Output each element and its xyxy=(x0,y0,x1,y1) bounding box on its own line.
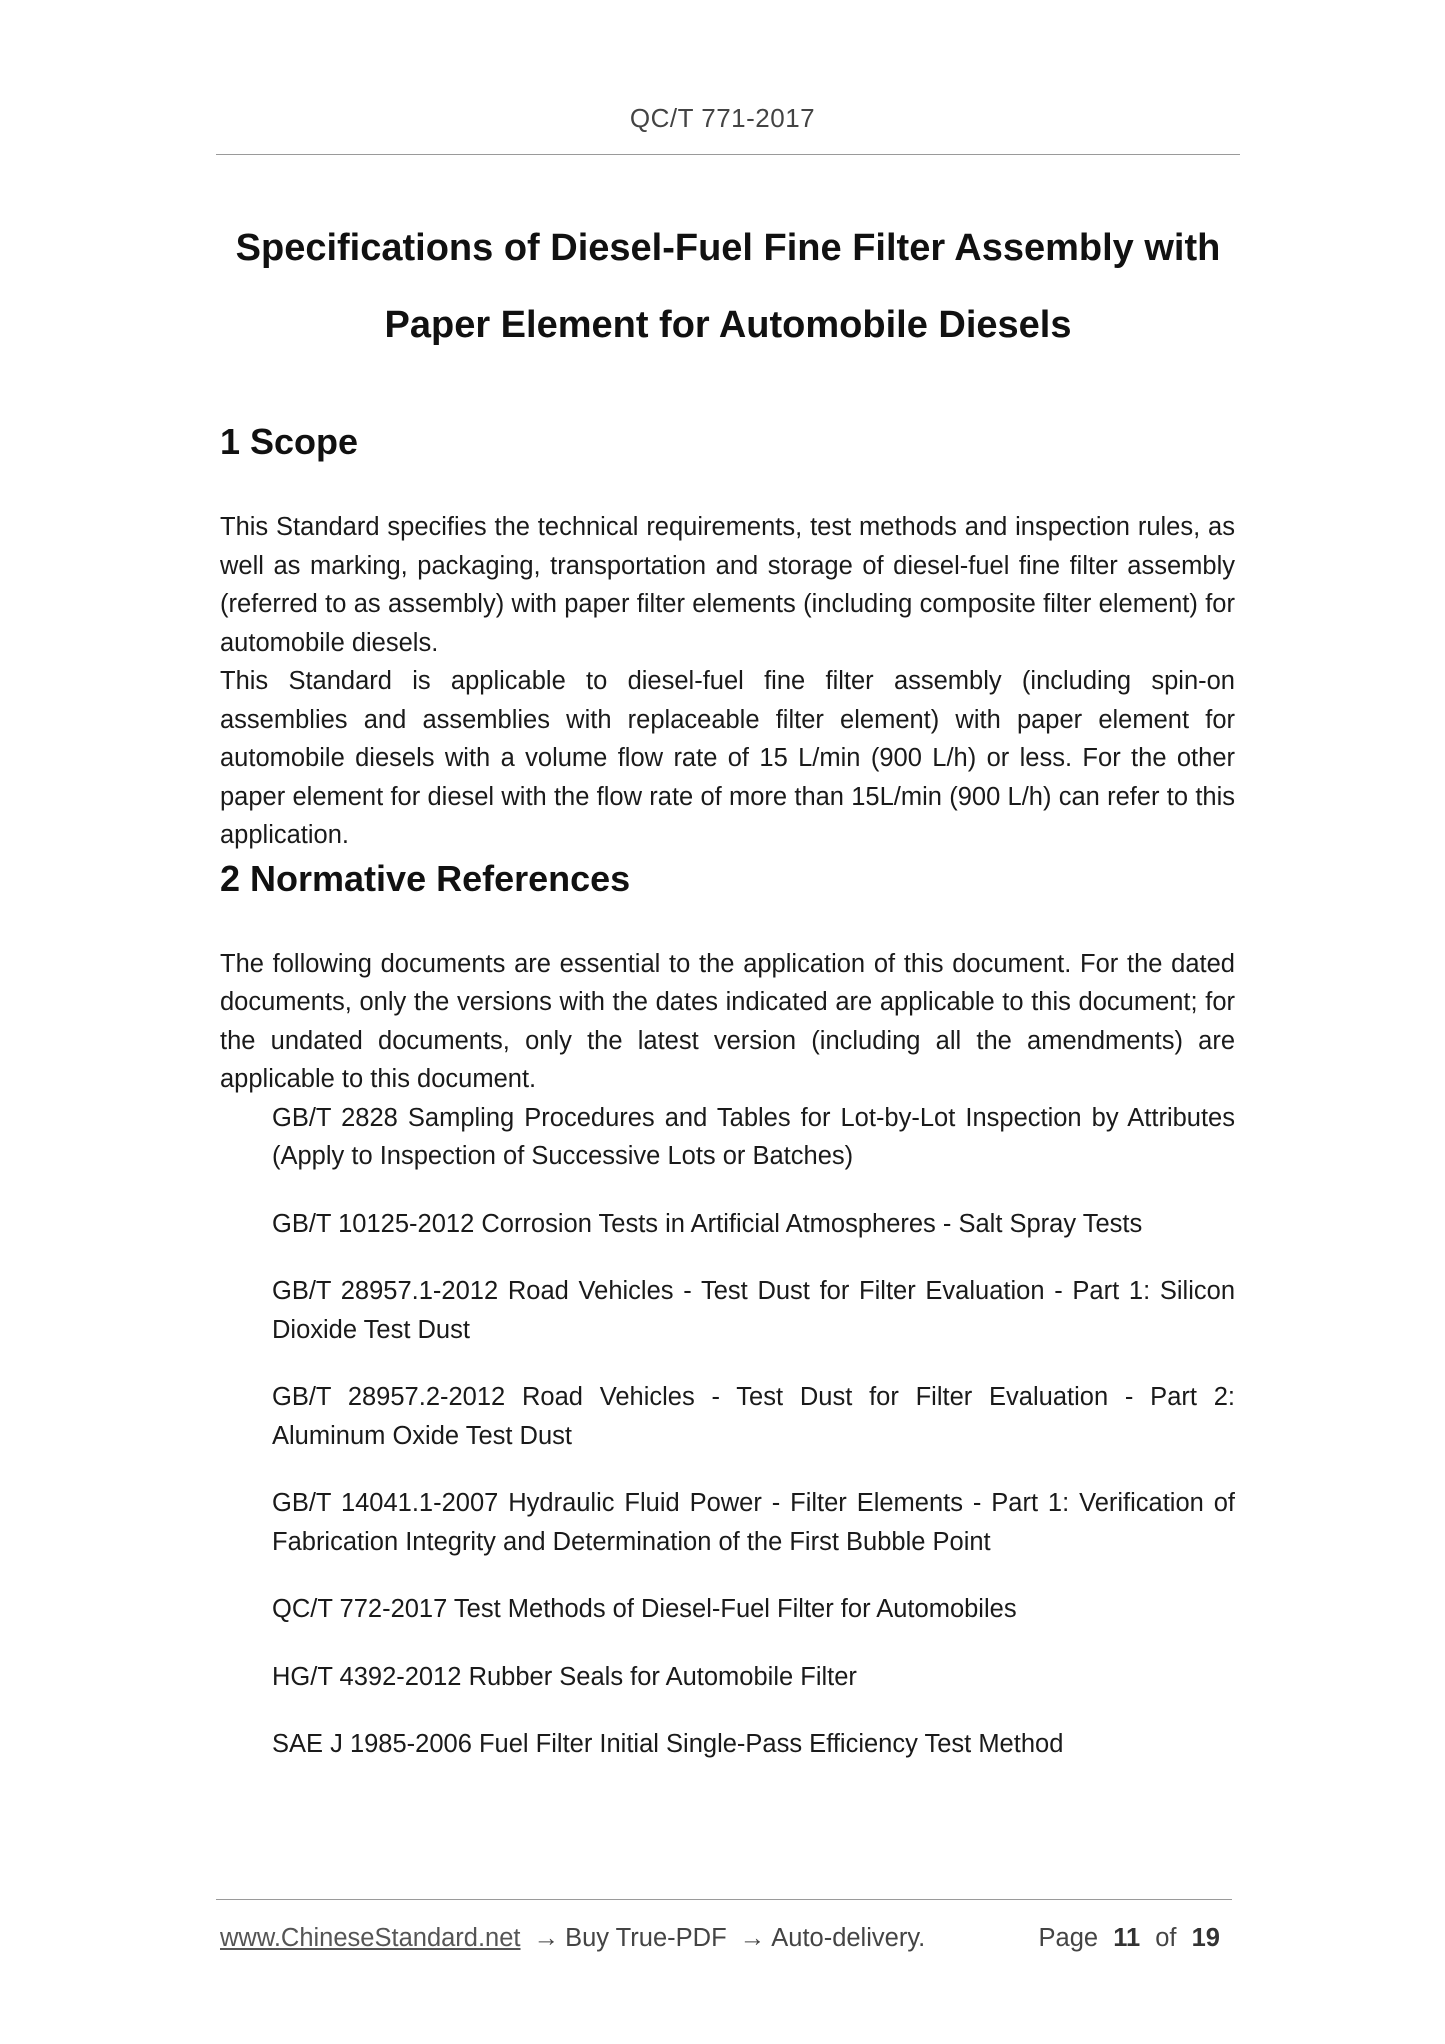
section-heading-normative-references: 2 Normative References xyxy=(220,857,631,899)
reference-item: GB/T 14041.1-2007 Hydraulic Fluid Power - Filter Elements - Part 1: Verification of Fabrication Integrity and Determination of the First Bubble Point xyxy=(272,1489,1235,1556)
reference-item: GB/T 28957.2-2012 Road Vehicles - Test Dust for Filter Evaluation - Part 2: Aluminum Oxide Test Dust xyxy=(272,1383,1235,1450)
arrow-right-icon: → xyxy=(533,1924,560,1952)
section-heading-scope: 1 Scope xyxy=(220,421,359,462)
auto-delivery-text: Auto-delivery. xyxy=(771,1924,926,1952)
total-page-count: 19 xyxy=(1191,1924,1220,1952)
page-of-label: of xyxy=(1155,1924,1177,1952)
scope-paragraph-2: This Standard is applicable to diesel-fuel fine filter assembly (including spin-on assemblies and assemblies with replaceable filter element) with paper element for automobile diesels with a volume flow rate of 15 L/min (900 L/h) or less. For the other paper element for diesel with the flow rate of more than 15L/min (900 L/h) can refer to this application. xyxy=(220,667,1235,849)
reference-item: GB/T 2828 Sampling Procedures and Tables for Lot-by-Lot Inspection by Attributes (Apply to Inspection of Successive Lots or Batches) xyxy=(272,1103,1235,1170)
reference-item: SAE J 1985-2006 Fuel Filter Initial Single-Pass Efficiency Test Method xyxy=(272,1730,1064,1758)
reference-list xyxy=(220,1099,1235,1764)
scope-paragraph-1: This Standard specifies the technical requirements, test methods and inspection rules, as well as marking, packaging, transportation and storage of diesel-fuel fine filter assembly (referred to as assembly) with paper filter elements (including composite filter element) for automobile diesels. xyxy=(220,513,1235,657)
page-number-indicator xyxy=(1039,1920,1228,1956)
document-title xyxy=(216,210,1240,364)
footer-divider xyxy=(216,1899,1232,1900)
reference-item: GB/T 28957.1-2012 Road Vehicles - Test Dust for Filter Evaluation - Part 1: Silicon Dioxide Test Dust xyxy=(272,1277,1235,1344)
website-link[interactable]: www.ChineseStandard.net xyxy=(220,1924,521,1952)
reference-item: HG/T 4392-2012 Rubber Seals for Automobile Filter xyxy=(272,1662,857,1691)
references-intro-paragraph: The following documents are essential to the application of this document. For the dated documents, only the versions with the dates indicated are applicable to this document; for the undated documents, only the latest version (including all the amendments) are applicable to this document. xyxy=(220,949,1235,1093)
title-line-2: Paper Element for Automobile Diesels xyxy=(384,304,1072,346)
reference-item: QC/T 772-2017 Test Methods of Diesel-Fuel Filter for Automobiles xyxy=(272,1595,1017,1623)
buy-true-pdf-text: Buy True-PDF xyxy=(565,1924,727,1952)
header-divider xyxy=(216,154,1240,155)
footer-promo xyxy=(220,1920,925,1956)
reference-item: GB/T 10125-2012 Corrosion Tests in Artificial Atmospheres - Salt Spray Tests xyxy=(272,1209,1143,1238)
page-label: Page xyxy=(1038,1924,1099,1952)
arrow-right-icon: → xyxy=(739,1924,766,1952)
current-page-number: 11 xyxy=(1113,1924,1141,1952)
title-line-1: Specifications of Diesel-Fuel Fine Filter Assembly with xyxy=(235,227,1221,269)
document-body xyxy=(220,418,1235,1793)
document-code-header: QC/T 771-2017 xyxy=(629,103,816,133)
